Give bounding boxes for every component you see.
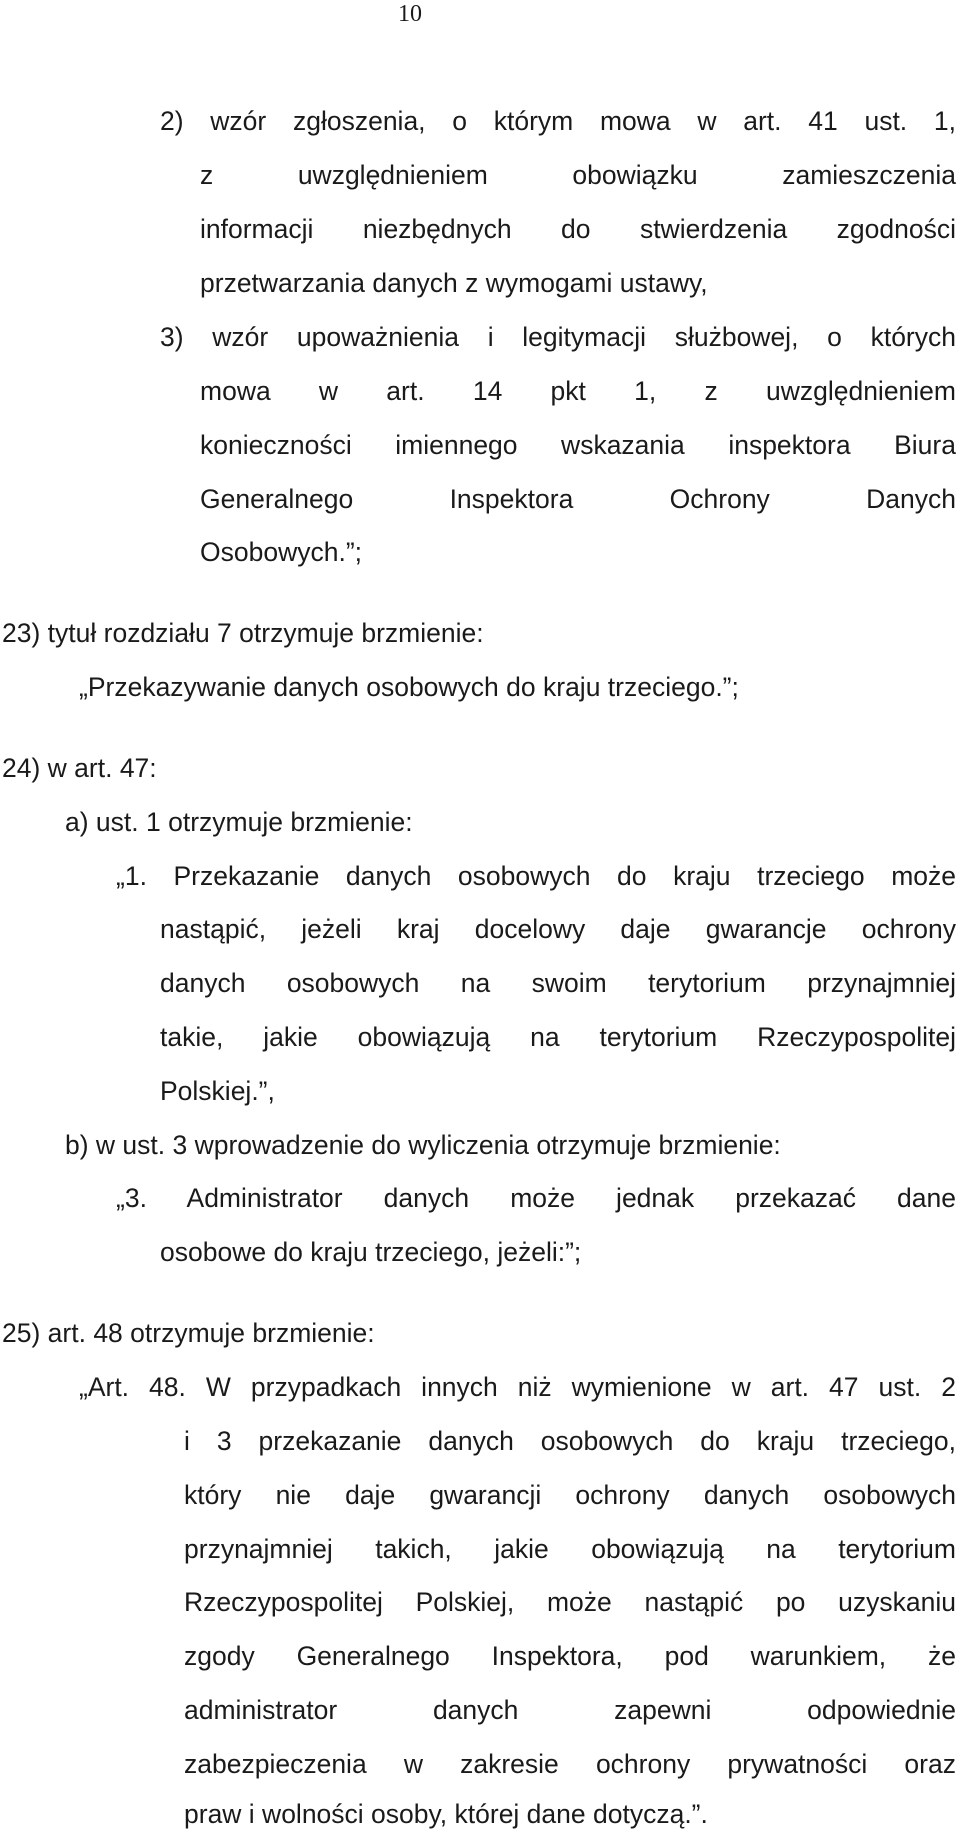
text-line: przynajmniej takich, jakie obowiązują na terytorium <box>184 1534 956 1564</box>
text-line: Generalnego Inspektora Ochrony Danych <box>200 484 956 514</box>
item-25: 25) art. 48 otrzymuje brzmienie: <box>2 1318 375 1348</box>
text-line: danych osobowych na swoim terytorium przynajmniej <box>160 968 956 998</box>
text-line: takie, jakie obowiązują na terytorium Rzeczypospolitej <box>160 1022 956 1052</box>
text-line: z uwzględnieniem obowiązku zamieszczenia <box>200 160 956 190</box>
text-line: mowa w art. 14 pkt 1, z uwzględnieniem <box>200 376 956 406</box>
text-line: „3. Administrator danych może jednak przekazać dane <box>116 1183 956 1213</box>
text-line: „1. Przekazanie danych osobowych do kraju trzeciego może <box>116 861 956 891</box>
text-line: „Przekazywanie danych osobowych do kraju trzeciego.”; <box>79 672 739 702</box>
text-line: przetwarzania danych z wymogami ustawy, <box>200 268 708 298</box>
text-line: zgody Generalnego Inspektora, pod warunkiem, że <box>184 1641 956 1671</box>
text-line: „Art. 48. W przypadkach innych niż wymienione w art. 47 ust. 2 <box>79 1372 956 1402</box>
text-line: administrator danych zapewni odpowiednie <box>184 1695 956 1725</box>
item-24a: a) ust. 1 otrzymuje brzmienie: <box>65 807 413 837</box>
text-line: Polskiej.”, <box>160 1076 275 1106</box>
text-line: który nie daje gwarancji ochrony danych osobowych <box>184 1480 956 1510</box>
text-line: nastąpić, jeżeli kraj docelowy daje gwarancje ochrony <box>160 914 956 944</box>
text-line: i 3 przekazanie danych osobowych do kraju trzeciego, <box>184 1426 956 1456</box>
text-line: informacji niezbędnych do stwierdzenia zgodności <box>200 214 956 244</box>
page-number: 10 <box>398 1 422 27</box>
item-24b: b) w ust. 3 wprowadzenie do wyliczenia otrzymuje brzmienie: <box>65 1130 781 1160</box>
text-line: zabezpieczenia w zakresie ochrony prywatności oraz <box>184 1749 956 1779</box>
item-24: 24) w art. 47: <box>2 753 157 783</box>
text-line: konieczności imiennego wskazania inspektora Biura <box>200 430 956 460</box>
item-23: 23) tytuł rozdziału 7 otrzymuje brzmienie: <box>2 618 484 648</box>
text-line: 3) wzór upoważnienia i legitymacji służbowej, o których <box>160 322 956 352</box>
text-line: Osobowych.”; <box>200 537 363 567</box>
text-line: osobowe do kraju trzeciego, jeżeli:”; <box>160 1237 582 1267</box>
text-line: Rzeczypospolitej Polskiej, może nastąpić po uzyskaniu <box>184 1587 956 1617</box>
text-line: praw i wolności osoby, której dane dotyczą.”. <box>184 1799 708 1829</box>
text-line: 2) wzór zgłoszenia, o którym mowa w art. 41 ust. 1, <box>160 106 956 136</box>
